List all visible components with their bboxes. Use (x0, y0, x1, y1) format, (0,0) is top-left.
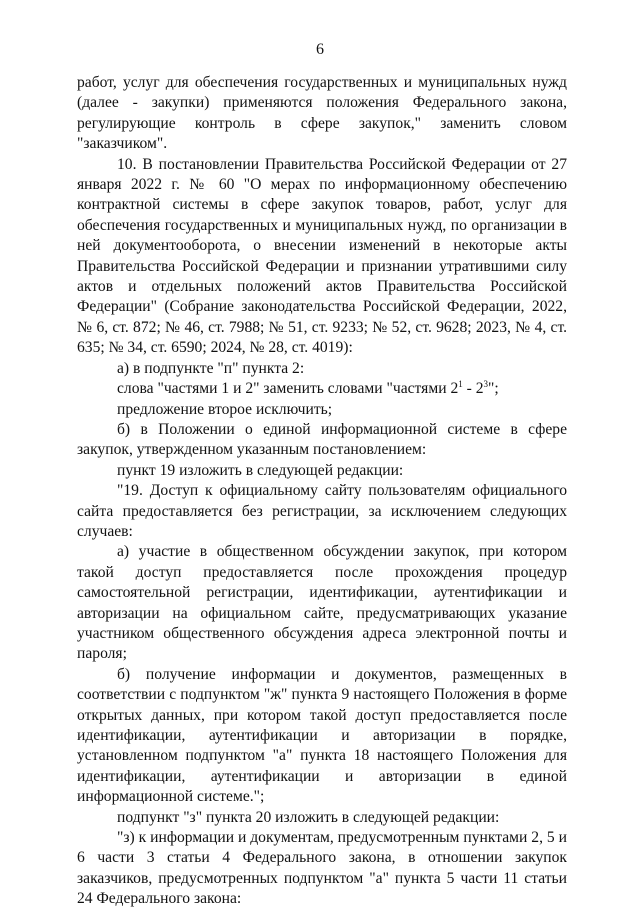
paragraph-point-19-intro: пункт 19 изложить в следующей редакции: (117, 461, 404, 479)
paragraph-item-10: 10. В постановлении Правительства Российской Федерации от 27 января 2022 г. № 60 "О мерах по информационному обеспечению контрактной системы в сфере закупок товаров, работ, услуг для обеспечения государственных и муниципальных нужд, по организации в ней документооборота, о внесении изменений в некоторые акты Правительства Российской Федерации и признании утратившими силу актов и отдельных положений актов Правительства Российской Федерации" (Собрание законодательства Российской Федерации, 2022, № 6, ст. 872; № 46, ст. 7988; № 51, ст. 9233; № 52, ст. 9628; 2023, № 4, ст. 635; № 34, ст. 6590; 2024, № 28, ст. 4019): (77, 155, 567, 357)
replace-words-text: слова "частями 1 и 2" заменить словами "частями 2 (117, 380, 459, 398)
paragraph-point-19: "19. Доступ к официальному сайту пользователям официального сайта предоставляется без регистрации, за исключением следующих случаев: (77, 482, 567, 540)
superscript-3: 3 (483, 378, 489, 389)
paragraph-subitem-a: а) в подпункте "п" пункта 2: (117, 359, 305, 377)
page-number: 6 (316, 41, 324, 58)
replace-words-dash: - 2 (462, 380, 484, 398)
paragraph-delete-sentence: предложение второе исключить; (117, 400, 333, 418)
paragraph-point-20-intro: подпункт "з" пункта 20 изложить в следующей редакции: (117, 808, 500, 826)
paragraph-replace-words (77, 379, 567, 399)
superscript-1: 1 (458, 378, 463, 389)
paragraph-continuation: работ, услуг для обеспечения государственных и муниципальных нужд (далее - закупки) применяются положения Федерального закона, регулирующие контроль в сфере закупок," заменить словом "заказчиком". (77, 74, 567, 153)
paragraph-point-19-b: б) получение информации и документов, размещенных в соответствии с подпунктом "ж" пункта 9 настоящего Положения в форме открытых данных, при котором такой доступ предоставляется после идентификации, аутентификации и авторизации в порядке, установленном подпунктом "а" пункта 18 настоящего Положения для идентификации, аутентификации и авторизации в единой информационной системе."; (77, 665, 567, 806)
replace-words-end: "; (488, 380, 499, 398)
paragraph-point-19-a: а) участие в общественном обсуждении закупок, при котором такой доступ предоставляется после прохождения процедур самостоятельной регистрации, идентификации, аутентификации и авторизации на официальном сайте, предусматривающих указание участником общественного обсуждения адреса электронной почты и пароля; (77, 543, 567, 663)
document-body (77, 73, 567, 910)
paragraph-subitem-b: б) в Положении о единой информационной системе в сфере закупок, утвержденном указанным постановлением: (77, 420, 567, 459)
paragraph-point-20-z: "з) к информации и документам, предусмотренным пунктами 2, 5 и 6 части 3 статьи 4 Федерального закона, в отношении закупок заказчиков, предусмотренных подпунктом "а" пункта 5 части 11 статьи 24 Федерального закона: (77, 829, 567, 908)
